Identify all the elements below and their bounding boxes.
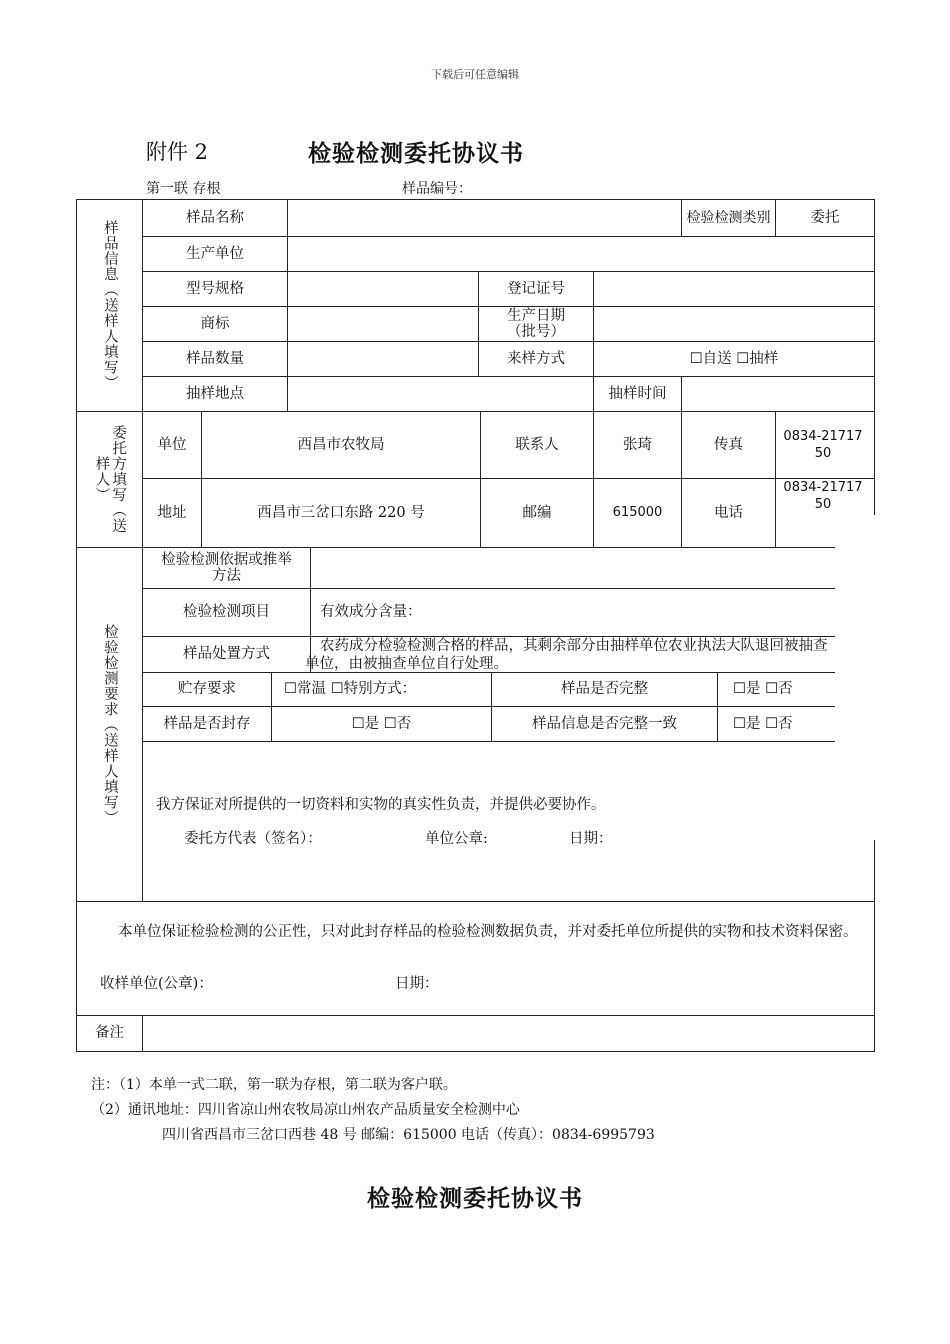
test-items-label: 检验检测项目 <box>183 604 270 621</box>
unit-label: 单位 <box>157 436 187 453</box>
production-date-field[interactable] <box>594 307 874 341</box>
disposal-value: 农药成分检验检测合格的样品，其剩余部分由抽样单位农业执法大队退回被抽查单位，由被抽查单位自行处理。 <box>305 638 828 672</box>
sampling-time-field[interactable] <box>682 377 874 411</box>
sample-section-side-label: 样品信息（送样人填写） <box>101 220 118 391</box>
client-seal-label: 单位公章: <box>425 831 488 847</box>
test-type-value: 委托 <box>810 209 840 226</box>
copy-label: 第一联 存根 <box>146 181 221 197</box>
model-label: 型号规格 <box>186 280 244 297</box>
sample-name-label: 样品名称 <box>186 209 244 226</box>
producer-label: 生产单位 <box>186 245 244 262</box>
registration-no-field[interactable] <box>594 272 874 306</box>
contact-value[interactable]: 张琦 <box>623 436 652 453</box>
note-line-1: 注：（1）本单一式二联，第一联为存根，第二联为客户联。 <box>91 1077 457 1093</box>
test-basis-label: 检验检测依据或推举方法 <box>161 552 292 584</box>
test-items-value[interactable]: 有效成分含量： <box>320 604 422 621</box>
second-copy-title: 检验检测委托协议书 <box>367 1185 583 1212</box>
postcode-label: 邮编 <box>522 504 552 521</box>
producer-field[interactable] <box>288 237 874 271</box>
sample-intact-options[interactable]: ☐是 ☐否 <box>733 681 793 698</box>
contact-label: 联系人 <box>515 436 559 453</box>
fax-label: 传真 <box>714 436 743 453</box>
client-section-side-label: 委托方填写（送样人） <box>93 425 127 534</box>
disposal-label: 样品处置方式 <box>183 646 270 663</box>
info-consistent-options[interactable]: ☐是 ☐否 <box>733 715 793 732</box>
phone-value[interactable]: 0834-2171750 <box>783 480 863 512</box>
storage-options[interactable]: ☐常温 ☐特别方式： <box>284 681 417 698</box>
unit-value[interactable]: 西昌市农牧局 <box>297 436 385 453</box>
remark-field[interactable] <box>143 1016 874 1051</box>
registration-no-label: 登记证号 <box>507 280 565 297</box>
sampling-place-field[interactable] <box>288 377 593 411</box>
note-line-3: 四川省西昌市三岔口西巷 48 号 邮编：615000 电话（传真）：0834-6995793 <box>162 1127 655 1143</box>
sampling-place-label: 抽样地点 <box>186 385 244 402</box>
client-guarantee-statement: 我方保证对所提供的一切资料和实物的真实性负责，并提供必要协作。 <box>156 797 606 813</box>
test-type-label: 检验检测类别 <box>686 209 771 226</box>
production-date-label: 生产日期（批号） <box>507 308 565 340</box>
quantity-label: 样品数量 <box>186 350 244 367</box>
client-representative-label: 委托方代表（签名）： <box>184 831 322 847</box>
delivery-method-options[interactable]: ☐自送 ☐抽样 <box>689 350 779 367</box>
sample-number-label: 样品编号： <box>402 181 472 197</box>
address-value[interactable]: 西昌市三岔口东路 220 号 <box>257 504 425 521</box>
delivery-method-label: 来样方式 <box>507 350 565 367</box>
sample-name-field[interactable] <box>288 200 681 236</box>
attachment-label: 附件 2 <box>146 140 209 164</box>
brand-field[interactable] <box>288 307 478 341</box>
test-basis-field[interactable] <box>311 548 834 588</box>
postcode-value[interactable]: 615000 <box>612 504 663 520</box>
document-title: 检验检测委托协议书 <box>308 140 524 167</box>
sample-intact-label: 样品是否完整 <box>561 681 648 698</box>
address-label: 地址 <box>157 504 187 521</box>
note-line-2: （2）通讯地址：四川省凉山州农牧局凉山州农产品质量安全检测中心 <box>91 1102 520 1118</box>
storage-label: 贮存要求 <box>178 681 236 698</box>
info-consistent-label: 样品信息是否完整一致 <box>532 715 677 732</box>
sample-sealed-options[interactable]: ☐是 ☐否 <box>351 715 412 732</box>
quantity-field[interactable] <box>288 342 478 376</box>
client-date-label: 日期： <box>569 831 613 847</box>
phone-label: 电话 <box>714 504 743 521</box>
sample-sealed-label: 样品是否封存 <box>163 715 251 732</box>
receiver-statement: 本单位保证检验检测的公正性，只对此封存样品的检验检测数据负责，并对委托单位所提供的实物和技术资料保密。 <box>118 924 858 940</box>
remark-label: 备注 <box>95 1025 124 1042</box>
brand-label: 商标 <box>200 315 230 332</box>
receiver-date-label: 日期： <box>395 976 439 992</box>
sampling-time-label: 抽样时间 <box>608 385 667 402</box>
fax-value[interactable]: 0834-2171750 <box>783 429 863 461</box>
requirement-section-side-label: 检验检测要求（送样人填写） <box>101 623 118 826</box>
header-note: 下载后可任意编辑 <box>431 68 519 81</box>
receiver-unit-label: 收样单位(公章)： <box>100 976 213 992</box>
model-field[interactable] <box>288 272 478 306</box>
